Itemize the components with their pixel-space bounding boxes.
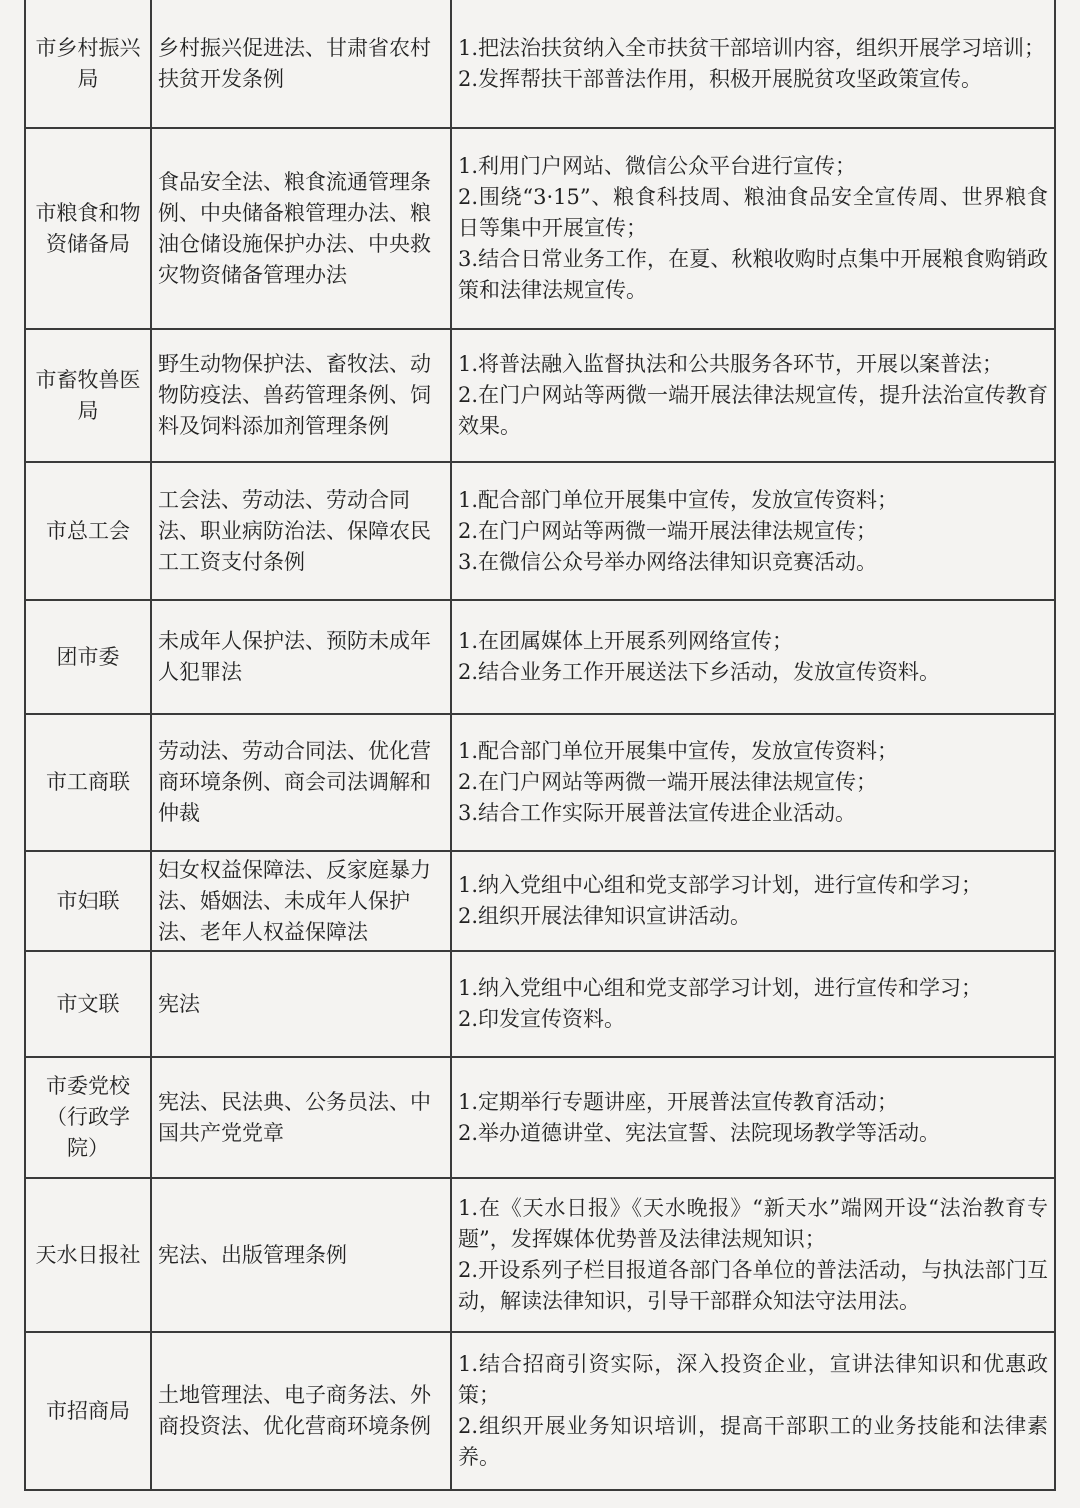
actions-cell — [451, 951, 1055, 1057]
action-item: 3.在微信公众号举办网络法律知识竞赛活动。 — [458, 549, 878, 574]
department-cell: 团市委 — [25, 600, 151, 714]
action-item: 2.发挥帮扶干部普法作用，积极开展脱贫攻坚政策宣传。 — [458, 66, 983, 91]
department-cell: 市文联 — [25, 951, 151, 1057]
laws-cell: 宪法 — [151, 951, 451, 1057]
actions-cell — [451, 714, 1055, 851]
department-cell: 市委党校（行政学院） — [25, 1057, 151, 1178]
action-item: 2.印发宣传资料。 — [458, 1007, 626, 1031]
action-item: 1.把法治扶贫纳入全市扶贫干部培训内容，组织开展学习培训； — [458, 35, 1046, 60]
department-cell: 市乡村振兴局 — [25, 0, 151, 128]
table-row — [25, 329, 1055, 462]
action-item: 3.结合日常业务工作，在夏、秋粮收购时点集中开展粮食购销政策和法律法规宣传。 — [458, 247, 1048, 302]
table-row — [25, 951, 1055, 1057]
department-cell: 市工商联 — [25, 714, 151, 851]
laws-cell: 劳动法、劳动合同法、优化营商环境条例、商会司法调解和仲裁 — [151, 714, 451, 851]
action-item: 2.组织开展法律知识宣讲活动。 — [458, 904, 752, 928]
department-cell: 天水日报社 — [25, 1178, 151, 1332]
table-row — [25, 462, 1055, 600]
law-publicity-table — [24, 0, 1056, 1491]
actions-cell — [451, 851, 1055, 951]
table-row — [25, 1332, 1055, 1490]
action-item: 1.在《天水日报》《天水晚报》“新天水”端网开设“法治教育专题”，发挥媒体优势普及法律法规知识； — [458, 1196, 1048, 1251]
action-item: 1.配合部门单位开展集中宣传，发放宣传资料； — [458, 739, 899, 763]
document-page — [24, 0, 1056, 1506]
action-item: 1.在团属媒体上开展系列网络宣传； — [458, 629, 794, 653]
laws-cell: 未成年人保护法、预防未成年人犯罪法 — [151, 600, 451, 714]
department-cell: 市粮食和物资储备局 — [25, 128, 151, 329]
department-cell: 市招商局 — [25, 1332, 151, 1490]
action-item: 2.围绕“3·15”、粮食科技周、粮油食品安全宣传周、世界粮食日等集中开展宣传； — [458, 185, 1048, 240]
table-row — [25, 128, 1055, 329]
action-item: 2.在门户网站等两微一端开展法律法规宣传； — [458, 770, 878, 794]
action-item: 1.纳入党组中心组和党支部学习计划，进行宣传和学习； — [458, 873, 983, 897]
action-item: 2.举办道德讲堂、宪法宣誓、法院现场教学等活动。 — [458, 1120, 941, 1145]
action-item: 1.利用门户网站、微信公众平台进行宣传； — [458, 154, 857, 178]
actions-cell — [451, 462, 1055, 600]
laws-cell: 宪法、出版管理条例 — [151, 1178, 451, 1332]
action-item: 2.在门户网站等两微一端开展法律法规宣传； — [458, 518, 878, 543]
action-item: 1.定期举行专题讲座，开展普法宣传教育活动； — [458, 1089, 899, 1114]
action-item: 1.将普法融入监督执法和公共服务各环节，开展以案普法； — [458, 352, 1004, 376]
laws-cell: 野生动物保护法、畜牧法、动物防疫法、兽药管理条例、饲料及饲料添加剂管理条例 — [151, 329, 451, 462]
action-item: 2.组织开展业务知识培训，提高干部职工的业务技能和法律素养。 — [458, 1414, 1048, 1469]
table-row — [25, 0, 1055, 128]
action-item: 1.纳入党组中心组和党支部学习计划，进行宣传和学习； — [458, 976, 983, 1000]
actions-cell — [451, 1178, 1055, 1332]
laws-cell: 宪法、民法典、公务员法、中国共产党党章 — [151, 1057, 451, 1178]
department-cell: 市畜牧兽医局 — [25, 329, 151, 462]
laws-cell: 土地管理法、电子商务法、外商投资法、优化营商环境条例 — [151, 1332, 451, 1490]
actions-cell — [451, 1332, 1055, 1490]
action-item: 2.开设系列子栏目报道各部门各单位的普法活动，与执法部门互动，解读法律知识，引导干部群众知法守法用法。 — [458, 1258, 1048, 1313]
table-row — [25, 1178, 1055, 1332]
action-item: 2.结合业务工作开展送法下乡活动，发放宣传资料。 — [458, 660, 941, 684]
laws-cell: 工会法、劳动法、劳动合同法、职业病防治法、保障农民工工资支付条例 — [151, 462, 451, 600]
actions-cell — [451, 128, 1055, 329]
laws-cell: 妇女权益保障法、反家庭暴力法、婚姻法、未成年人保护法、老年人权益保障法 — [151, 851, 451, 951]
table-row — [25, 714, 1055, 851]
action-item: 3.结合工作实际开展普法宣传进企业活动。 — [458, 801, 857, 825]
action-item: 1.配合部门单位开展集中宣传，发放宣传资料； — [458, 487, 899, 512]
actions-cell — [451, 600, 1055, 714]
table-row — [25, 851, 1055, 951]
laws-cell: 乡村振兴促进法、甘肃省农村扶贫开发条例 — [151, 0, 451, 128]
table-row — [25, 1057, 1055, 1178]
actions-cell — [451, 329, 1055, 462]
laws-cell: 食品安全法、粮食流通管理条例、中央储备粮管理办法、粮油仓储设施保护办法、中央救灾物资储备管理办法 — [151, 128, 451, 329]
department-cell: 市妇联 — [25, 851, 151, 951]
actions-cell — [451, 1057, 1055, 1178]
actions-cell — [451, 0, 1055, 128]
action-item: 1.结合招商引资实际，深入投资企业，宣讲法律知识和优惠政策； — [458, 1352, 1048, 1407]
action-item: 2.在门户网站等两微一端开展法律法规宣传，提升法治宣传教育效果。 — [458, 383, 1048, 438]
table-row — [25, 600, 1055, 714]
department-cell: 市总工会 — [25, 462, 151, 600]
